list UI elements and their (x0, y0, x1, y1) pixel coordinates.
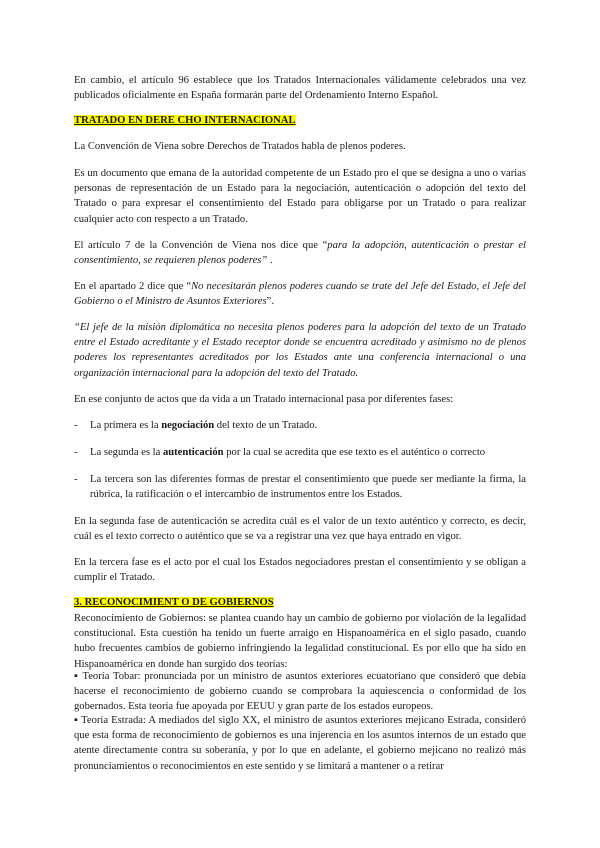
paragraph-apartado-2 (74, 279, 526, 309)
list-item-autenticacion (90, 445, 526, 460)
paragraph-teoria-estrada: ▪ Teoría Estrada: A mediados del siglo XX, el ministro de asuntos exteriores mejicano Estrada, consideró que esta forma de reconocimiento de gobiernos es una injerencia en los asuntos internos de un estado que atente directamente contra su soberanía, y por lo que en adelante, el gobierno mejicano no realizó más pronunciamientos o reconocimientos en este sentido y se limitará a mantener o a retirar (74, 715, 526, 772)
paragraph-fases: En ese conjunto de actos que da vida a un Tratado internacional pasa por diferentes fases: (74, 394, 454, 405)
heading-reconocimiento-text: 3. RECONOCIMIENT O DE GOBIERNOS (74, 597, 274, 608)
quote-jefe-mision: “El jefe de la misión diplomática no necesita plenos poderes para la adopción del texto de un Tratado entre el Estado acreditante y el Estado receptor donde se encuentra acreditado y asimismo no de plenos poderes los representantes acreditados por los Estados ante una conferencia internacional o una organización internacional para la adopción del texto del Tratado. (74, 322, 526, 379)
text-fragment: El artículo 7 de la Convención de Viena nos dice que “ (74, 240, 328, 251)
italic-quote: No necesitarán plenos poderes cuando se trate del Jefe del Estado, el Jefe del Gobierno o el Ministro de Asuntos Exteriores (74, 281, 526, 308)
list-dash: - (74, 420, 78, 431)
text-fragment: En el apartado 2 dice que “ (74, 281, 192, 292)
paragraph-teoria-tobar: ▪ Teoría Tobar: pronunciada por un ministro de asuntos exteriores ecuatoriano que consideró que debía hacerse el reconocimiento de gobierno cuando se comprobara la aquiescencia o conformidad de los gobernados. Esta teoría fue apoyada por EEUU y gran parte de los estados europeos. (74, 671, 526, 713)
text-fragment: La segunda es la (90, 447, 163, 458)
text-fragment: ”. (266, 296, 274, 308)
list-item-negociacion (90, 418, 526, 433)
heading-tratado (74, 113, 526, 128)
paragraph-documento: Es un documento que emana de la autoridad competente de un Estado pro el que se designa a uno o varias personas de representación de un Estado para la negociación, autenticación o adopción del texto del Tratado o para expresar el consentimiento del Estado para obligarse por un Tratado o para realizar cualquier acto con respecto a un Tratado. (74, 168, 526, 225)
bold-term: negociación (161, 420, 215, 431)
list-dash: - (74, 474, 78, 485)
paragraph-reconocimiento: Reconocimiento de Gobiernos: se plantea cuando hay un cambio de gobierno por violación de la legalidad constitucional. Esta cuestión ha tenido un fuerte arraigo en Hispanoamérica en el siglo pasado, cuando hubo frecuentes cambios de gobierno infringiendo la legalidad constitucional. Es por ello que ha sido en Hispanoamérica en donde han surgido dos teorías: (74, 613, 526, 670)
text-fragment: La primera es la (90, 420, 162, 431)
text-fragment: . (267, 255, 273, 267)
heading-reconocimiento (74, 595, 526, 610)
text-fragment: por la cual se acredita que ese texto es el auténtico o correcto (223, 447, 486, 458)
list-dash: - (74, 447, 78, 458)
italic-quote: para la adopción, autenticación o prestar el consentimiento, se requieren plenos poderes” (74, 240, 526, 267)
paragraph-article-96: En cambio, el artículo 96 establece que los Tratados Internacionales válidamente celebrados una vez publicados oficialmente en España formarán parte del Ordenamiento Interno Español. (74, 75, 526, 102)
paragraph-segunda-fase: En la segunda fase de autenticación se acredita cuál es el valor de un texto auténtico y correcto, es decir, cuál es el texto correcto o auténtico que se va a registrar una vez que haya entrado en vigor. (74, 516, 526, 543)
list-item-consentimiento: La tercera son las diferentes formas de prestar el consentimiento que puede ser mediante la firma, la rúbrica, la ratificación o el intercambio de instrumentos entre los Estados. (90, 474, 526, 501)
paragraph-tercera-fase: En la tercera fase es el acto por el cual los Estados negociadores prestan el consentimiento y se obligan a cumplir el Tratado. (74, 557, 526, 584)
bold-term: autenticación (162, 447, 224, 458)
paragraph-articulo-7 (74, 238, 526, 268)
heading-tratado-text: TRATADO EN DERE CHO INTERNACIONAL (74, 115, 296, 126)
text-fragment: del texto de un Tratado. (214, 420, 318, 431)
paragraph-convencion: La Convención de Viena sobre Derechos de Tratados habla de plenos poderes. (74, 141, 406, 152)
